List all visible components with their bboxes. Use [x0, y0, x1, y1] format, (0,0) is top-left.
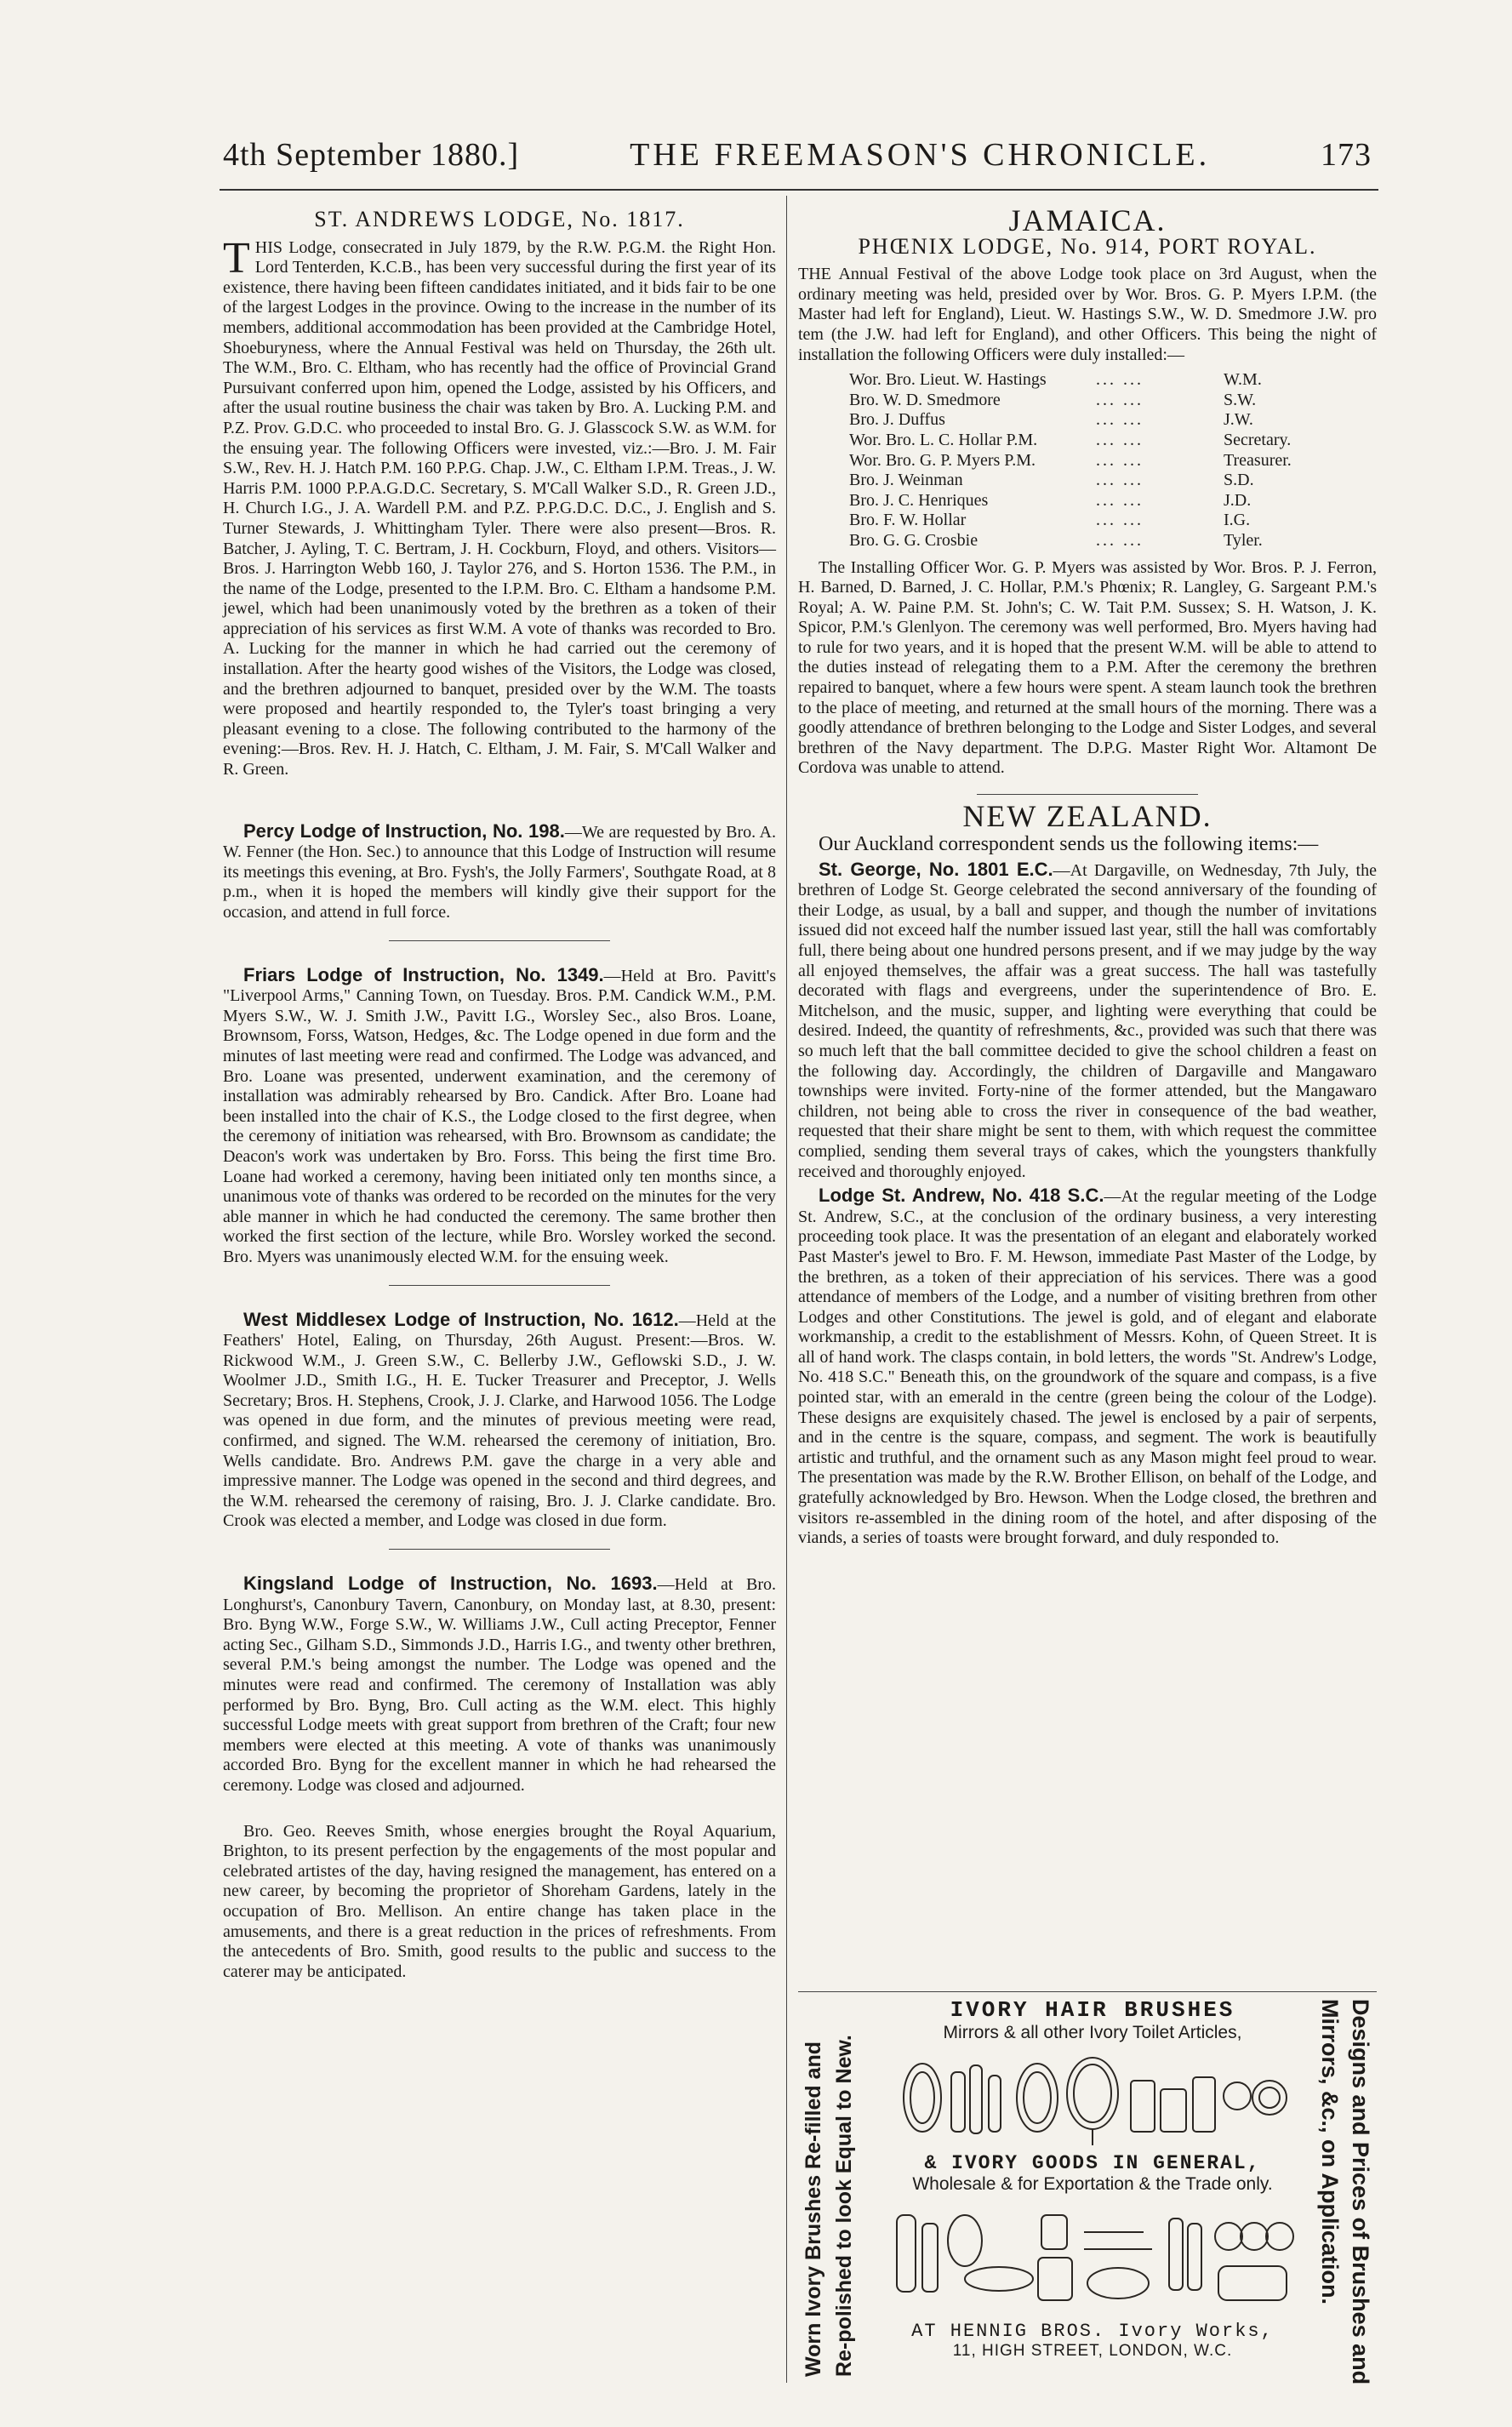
advert-address: 11, HIGH STREET, LONDON, W.C.: [952, 2342, 1233, 2360]
friars-article: [223, 965, 776, 1268]
percy-lead: Percy Lodge of Instruction, No. 198.: [243, 819, 565, 842]
officer-row: Bro. F. W. Hollar ... ... I.G.: [849, 511, 1251, 530]
column-divider: [786, 196, 787, 2383]
header-rule: [220, 189, 1378, 191]
ivory-brushes-advert: [798, 1991, 1377, 2384]
right-column: [798, 204, 1377, 1552]
ivory-goods-illustration: [888, 2198, 1297, 2317]
advert-right-line1: Designs and Prices of Brushes and: [1348, 1999, 1373, 2385]
advert-maker: AT HENNIG BROS. Ivory Works,: [911, 2321, 1274, 2342]
divider-rule: [389, 1285, 610, 1286]
divider-rule: [389, 1549, 610, 1550]
officer-row: Bro. W. D. Smedmore ... ... S.W.: [849, 390, 1257, 409]
st-andrews-title: ST. ANDREWS LODGE, No. 1817.: [314, 207, 685, 231]
officer-row: Wor. Bro. L. C. Hollar P.M. ... ... Secretary.: [849, 430, 1292, 449]
officer-row: Bro. J. Weinman ... ... S.D.: [849, 471, 1254, 490]
st-andrews-text: HIS Lodge, consecrated in July 1879, by the R.W. P.G.M. the Right Hon. Lord Tenterden, K.C.B., has been very successful during the first year of its existence, there having been fifteen candidates initiated, and it bids fair to be one of the largest Lodges in the province. Owing to the increase in the number of its members, additional accommodation has been provided at the Cambridge Hotel, Shoeburyness, where the Annual Festival was held on Thursday, the 26th ult. The W.M., Bro. C. Eltham, who has recently had the office of Provincial Grand Pursuivant conferred upon him, opened the Lodge, assisted by his Officers, and after the usual routine business the chair was taken by Bro. A. Lucking P.M. and P.Z. Prov. G.D.C. who proceeded to instal Bro. G. J. Glasscock S.W. as W.M. for the ensuing year. The following Officers were invested, viz.:—Bro. J. M. Fair S.W., Rev. H. J. Hatch P.M. 160 P.P.G. Chap. J.W., C. Eltham I.P.M. Treas., J. W. Harris P.M. 1000 P.P.A.G.D.C. Secretary, S. M'Call Walker S.D., R. Green J.D., H. Church I.G., J. A. Wardell P.M. and P.Z. P.P.G.D.C. D.C., J. English and S. Turner Stewards, J. Whittingham Tyler. There were also present—Bros. R. Batcher, J. Ayling, T. C. Bertram, J. H. Cockburn, Floyd, and others. Visitors—Bros. J. Harrington Webb 160, J. Taylor 276, and S. Horton 1536. The P.M., in the name of the Lodge, presented to the I.P.M. Bro. C. Eltham a handsome P.M. jewel, which had been unanimously voted by the brethren as a token of their appreciation of his services as first W.M. A vote of thanks was recorded to Bro. A. Lucking for the manner in which he had carried out the ceremony of installation. After the hearty good wishes of the Visitors, the Lodge was closed, and the brethren adjourned to banquet, presided over by the W.M. The toasts were proposed and heartily responded to, the Tyler's toast bringing a very pleasant evening to a close. The following contributed to the harmony of the evening:—Bros. Rev. H. J. Hatch, C. Eltham, J. M. Fair, S. M'Call Walker and R. Green.: [223, 237, 776, 779]
percy-text: —We are requested by Bro. A. W. Fenner (the Hon. Sec.) to announce that this Lodge of Instruction will resume its meetings this evening, at Bro. Fysh's, the Jolly Farmers', Southgate Road, at 8 p.m., when it is hoped the members will kindly give their support for the occasion, and attend in full force.: [223, 822, 776, 922]
kingsland-text: —Held at Bro. Longhurst's, Canonbury Tavern, Canonbury, on Monday last, at 8.30, present: Bro. Byng W.W., Forge S.W., W. Williams J.W., Cull acting Preceptor, Fenner acting Sec., Gilham S.D., Simmonds J.D., Harris I.G., and twenty other brethren, several P.M.'s being amongst the number. The Lodge was opened and the minutes were read and confirmed. The ceremony of Installation was ably performed by Bro. Byng, Bro. Cull acting as the W.M. elect. This highly successful Lodge meets with great support from brethren of the Craft; four new members were elected at this meeting. A vote of thanks was unanimously accorded Bro. Byng for the excellent manner in which he had rehearsed the ceremony. Lodge was closed and adjourned.: [223, 1575, 777, 1795]
st-andrew-lead: Lodge St. Andrew, No. 418 S.C.: [819, 1185, 1104, 1207]
officer-row: Wor. Bro. G. P. Myers P.M. ... ... Treasurer.: [849, 450, 1292, 470]
west-middlesex-lead: West Middlesex Lodge of Instruction, No. 1612.: [243, 1308, 679, 1330]
officers-list: [849, 370, 1377, 551]
officer-row: Bro. G. G. Crosbie ... ... Tyler.: [849, 530, 1263, 550]
toilet-articles-illustration: [888, 2047, 1297, 2149]
st-george-lead: St. George, No. 1801 E.C.: [819, 858, 1053, 880]
advert-right-line2: Mirrors, &c., on Application.: [1317, 1999, 1343, 2305]
st-andrew-text: —At the regular meeting of the Lodge St. Andrew, S.C., at the conclusion of the ordinary business, a very interesting proceeding took place. It was the presentation of an elegant and elaborately worked Past Master's jewel to Bro. F. M. Hewson, immediate Past Master of the Lodge, by the brethren, as a token of their appreciation of his services. There was a good attendance of members of the Lodge, and a number of visiting brethren from other Lodges and other Constitutions. The jewel is gold, and of elegant and elaborate workmanship, a credit to the establishment of Messrs. Kohn, of Queen Street. It is all of hand work. The clasps contain, in bold letters, the words "St. Andrew's Lodge, No. 418 S.C." Beneath this, on the groundwork of the square and compass, is a five pointed star, with an emerald in the centre (green being the colour of the Lodge). These designs are exquisitely chased. The jewel is enclosed by a pair of serpents, and in the centre is the square, compass, and segment. The work is beautifully artistic and truthful, and the ornament such as any Mason might feel proud to wear. The presentation was made by the R.W. Brother Ellison, on behalf of the Lodge, and gratefully acknowledged by Bro. Hewson. When the Lodge closed, the brethren and visitors re-assembled in the dining room of the hotel, and after disposing of the viands, a series of toasts were brought forward, and duly responded to.: [798, 1187, 1377, 1548]
jamaica-intro: THE Annual Festival of the above Lodge took place on 3rd August, when the ordinary meeting was held, presided over by Wor. Bros. G. P. Myers I.P.M. (the Master had left for England), Lieut. W. Hastings S.W., W. D. Smedmore J.W. pro tem (the J.W. had left for England), and other Officers. This being the night of installation the following Officers were duly installed:—: [798, 265, 1377, 364]
advert-subheading2: Wholesale & for Exportation & the Trade only.: [912, 2174, 1273, 2194]
west-middlesex-text: —Held at the Feathers' Hotel, Ealing, on Thursday, 26th August. Present:—Bros. W. Rickwood W.M., J. Green S.W., C. Bellerby J.W., Geflowski S.D., J. W. Woolmer J.D., Smith I.G., H. E. Tucker Treasurer and Preceptor, J. Wells Secretary; Bros. H. Stephens, Crook, J. J. Clarke, and Harwood 1056. The Lodge was opened in due form, and the minutes of previous meeting were read, confirmed, and signed. The W.M. rehearsed the ceremony of initiation, Bro. Wells candidate. Bro. Andrews P.M. gave the charge in a very able and impressive manner. The Lodge was opened in the second and third degrees, and the W.M. rehearsed the ceremony of raising, Bro. J. J. Clarke candidate. Bro. Crook was elected a member, and Lodge was closed in due form.: [223, 1311, 776, 1531]
left-column: [223, 204, 776, 1985]
west-middlesex-article: [223, 1310, 776, 1533]
advert-left-line1: Worn Ivory Brushes Re-filled and: [802, 2041, 825, 2377]
friars-text: —Held at Bro. Pavitt's "Liverpool Arms," Canning Town, on Tuesday. Bros. P.M. Candick W.M., P.M. Myers S.W., W. J. Smith J.W., Pavitt I.G., Worsley Sec., also Bros. Loane, Brownsom, Forss, Watson, Hedges, &c. The Lodge opened in due form and the minutes of last meeting were read and confirmed. The Lodge was advanced, and Bro. Loane was presented, underwent examination, and the ceremony of installation was admirably rehearsed by Bro. Candick. After Bro. Loane had been installed into the chair of K.S., the Lodge closed to the first degree, when the ceremony of initiation was rehearsed, with Bro. Brownsom as candidate; the Deacon's work was undertaken by Bro. Forss. This being the first time Bro. Loane had worked a ceremony, having been initiated only ten months since, a unanimous vote of thanks was ordered to be recorded on the minutes for the very able manner in which he had conducted the ceremony. The same brother then worked the first section of the lecture, while Bro. Worsley worked the second. Bro. Myers was unanimously elected W.M. for the ensuing week.: [223, 966, 776, 1266]
advert-subheading: Mirrors & all other Ivory Toilet Articles,: [943, 2023, 1242, 2042]
jamaica-title: JAMAICA.: [1008, 203, 1167, 237]
officer-row: Bro. J. Duffus ... ... J.W.: [849, 410, 1253, 430]
advert-heading: IVORY HAIR BRUSHES: [950, 1997, 1235, 2023]
page-header: [223, 136, 1372, 174]
divider-rule: [389, 940, 610, 941]
kingsland-lead: Kingsland Lodge of Instruction, No. 1693.: [243, 1573, 658, 1595]
st-andrews-article: [223, 233, 776, 780]
officer-row: Bro. J. C. Henriques ... ... J.D.: [849, 490, 1252, 510]
new-zealand-intro: Our Auckland correspondent sends us the following items:—: [819, 832, 1319, 855]
st-george-article: [798, 859, 1377, 1183]
kingsland-article: [223, 1573, 776, 1796]
page-number: 173: [1320, 137, 1372, 173]
jamaica-body: The Installing Officer Wor. G. P. Myers was assisted by Wor. Bros. P. J. Ferron, H. Barned, D. Barned, J. C. Hollar, P.M.'s Phœnix; R. Langley, G. Sargeant P.M.'s Royal; A. W. Paine P.M. St. John's; C. W. Tait P.M. Sussex; S. H. Watson, J. K. Spicor, P.M.'s Glenlyon. The ceremony was well performed, Bro. Myers having had to rule for two years, and it is hoped that the present W.M. will be able to attend to the duties instead of relegating them to a P.M. After the ceremony the brethren repaired to banquet, where a few hours were spent. A steam launch took the brethren to the place of meeting, and returned at the small hours of the morning. There was a goodly attendance of brethren belonging to the Lodge and Sister Lodges, and several brethren of the Navy department. The D.P.G. Master Right Wor. Altamont De Cordova was unable to attend.: [798, 557, 1377, 778]
reeves-smith-article: Bro. Geo. Reeves Smith, whose energies brought the Royal Aquarium, Brighton, to its present perfection by the engagements of the most popular and celebrated artistes of the day, having resigned the management, has entered on a new career, by becoming the proprietor of Shoreham Gardens, lately in the occupation of Bro. Mellison. An entire change has taken place in the amusements, and there is a great reduction in the prices of refreshments. From the antecedents of Bro. Smith, good results to the public and success to the caterer may be anticipated.: [223, 1821, 776, 1981]
header-date: 4th September 1880.]: [223, 137, 520, 173]
st-andrew-article: [798, 1185, 1377, 1549]
officer-row: Wor. Bro. Lieut. W. Hastings ... ... W.M.: [849, 370, 1262, 390]
advert-center: [880, 1997, 1305, 2361]
percy-article: [223, 821, 776, 923]
advert-heading2: & IVORY GOODS IN GENERAL,: [924, 2152, 1261, 2174]
divider-rule: [977, 794, 1198, 795]
advert-left-line2: Re-polished to look Equal to New.: [832, 2035, 856, 2377]
drop-cap: T: [223, 233, 250, 283]
st-george-text: —At Dargaville, on Wednesday, 7th July, the brethren of Lodge St. George celebrated the second anniversary of the founding of their Lodge, as usual, by a ball and supper, and though the number of invitations issued did not exceed half the number issued last year, still the hall was comfortably full, there being about one hundred persons present, and if we may judge by the way all enjoyed themselves, the affair was a great success. The hall was tastefully decorated with flags and evergreens, under the superintendence of Bro. E. Mitchelson, and the music, supper, and lighting were everything that could be desired. Indeed, the quantity of refreshments, &c., provided was such that there was so much left that the ball committee decided to give the school children a feast on the following day. Accordingly, the children of Dargaville and Mangawaro townships were invited. Forty-nine of the former attended, but the Mangawaro children, not being able to cross the river in consequence of the bad weather, requested that their share might be sent to them, with which request the committee complied, sending them several trays of cakes, which the youngsters thankfully received and thoroughly enjoyed.: [798, 860, 1377, 1181]
friars-lead: Friars Lodge of Instruction, No. 1349.: [243, 963, 604, 985]
header-title: THE FREEMASON'S CHRONICLE.: [630, 137, 1211, 173]
new-zealand-title: NEW ZEALAND.: [962, 799, 1212, 834]
advert-left-text: [795, 1992, 876, 2384]
phoenix-lodge-subtitle: PHŒNIX LODGE, No. 914, PORT ROYAL.: [858, 233, 1317, 259]
